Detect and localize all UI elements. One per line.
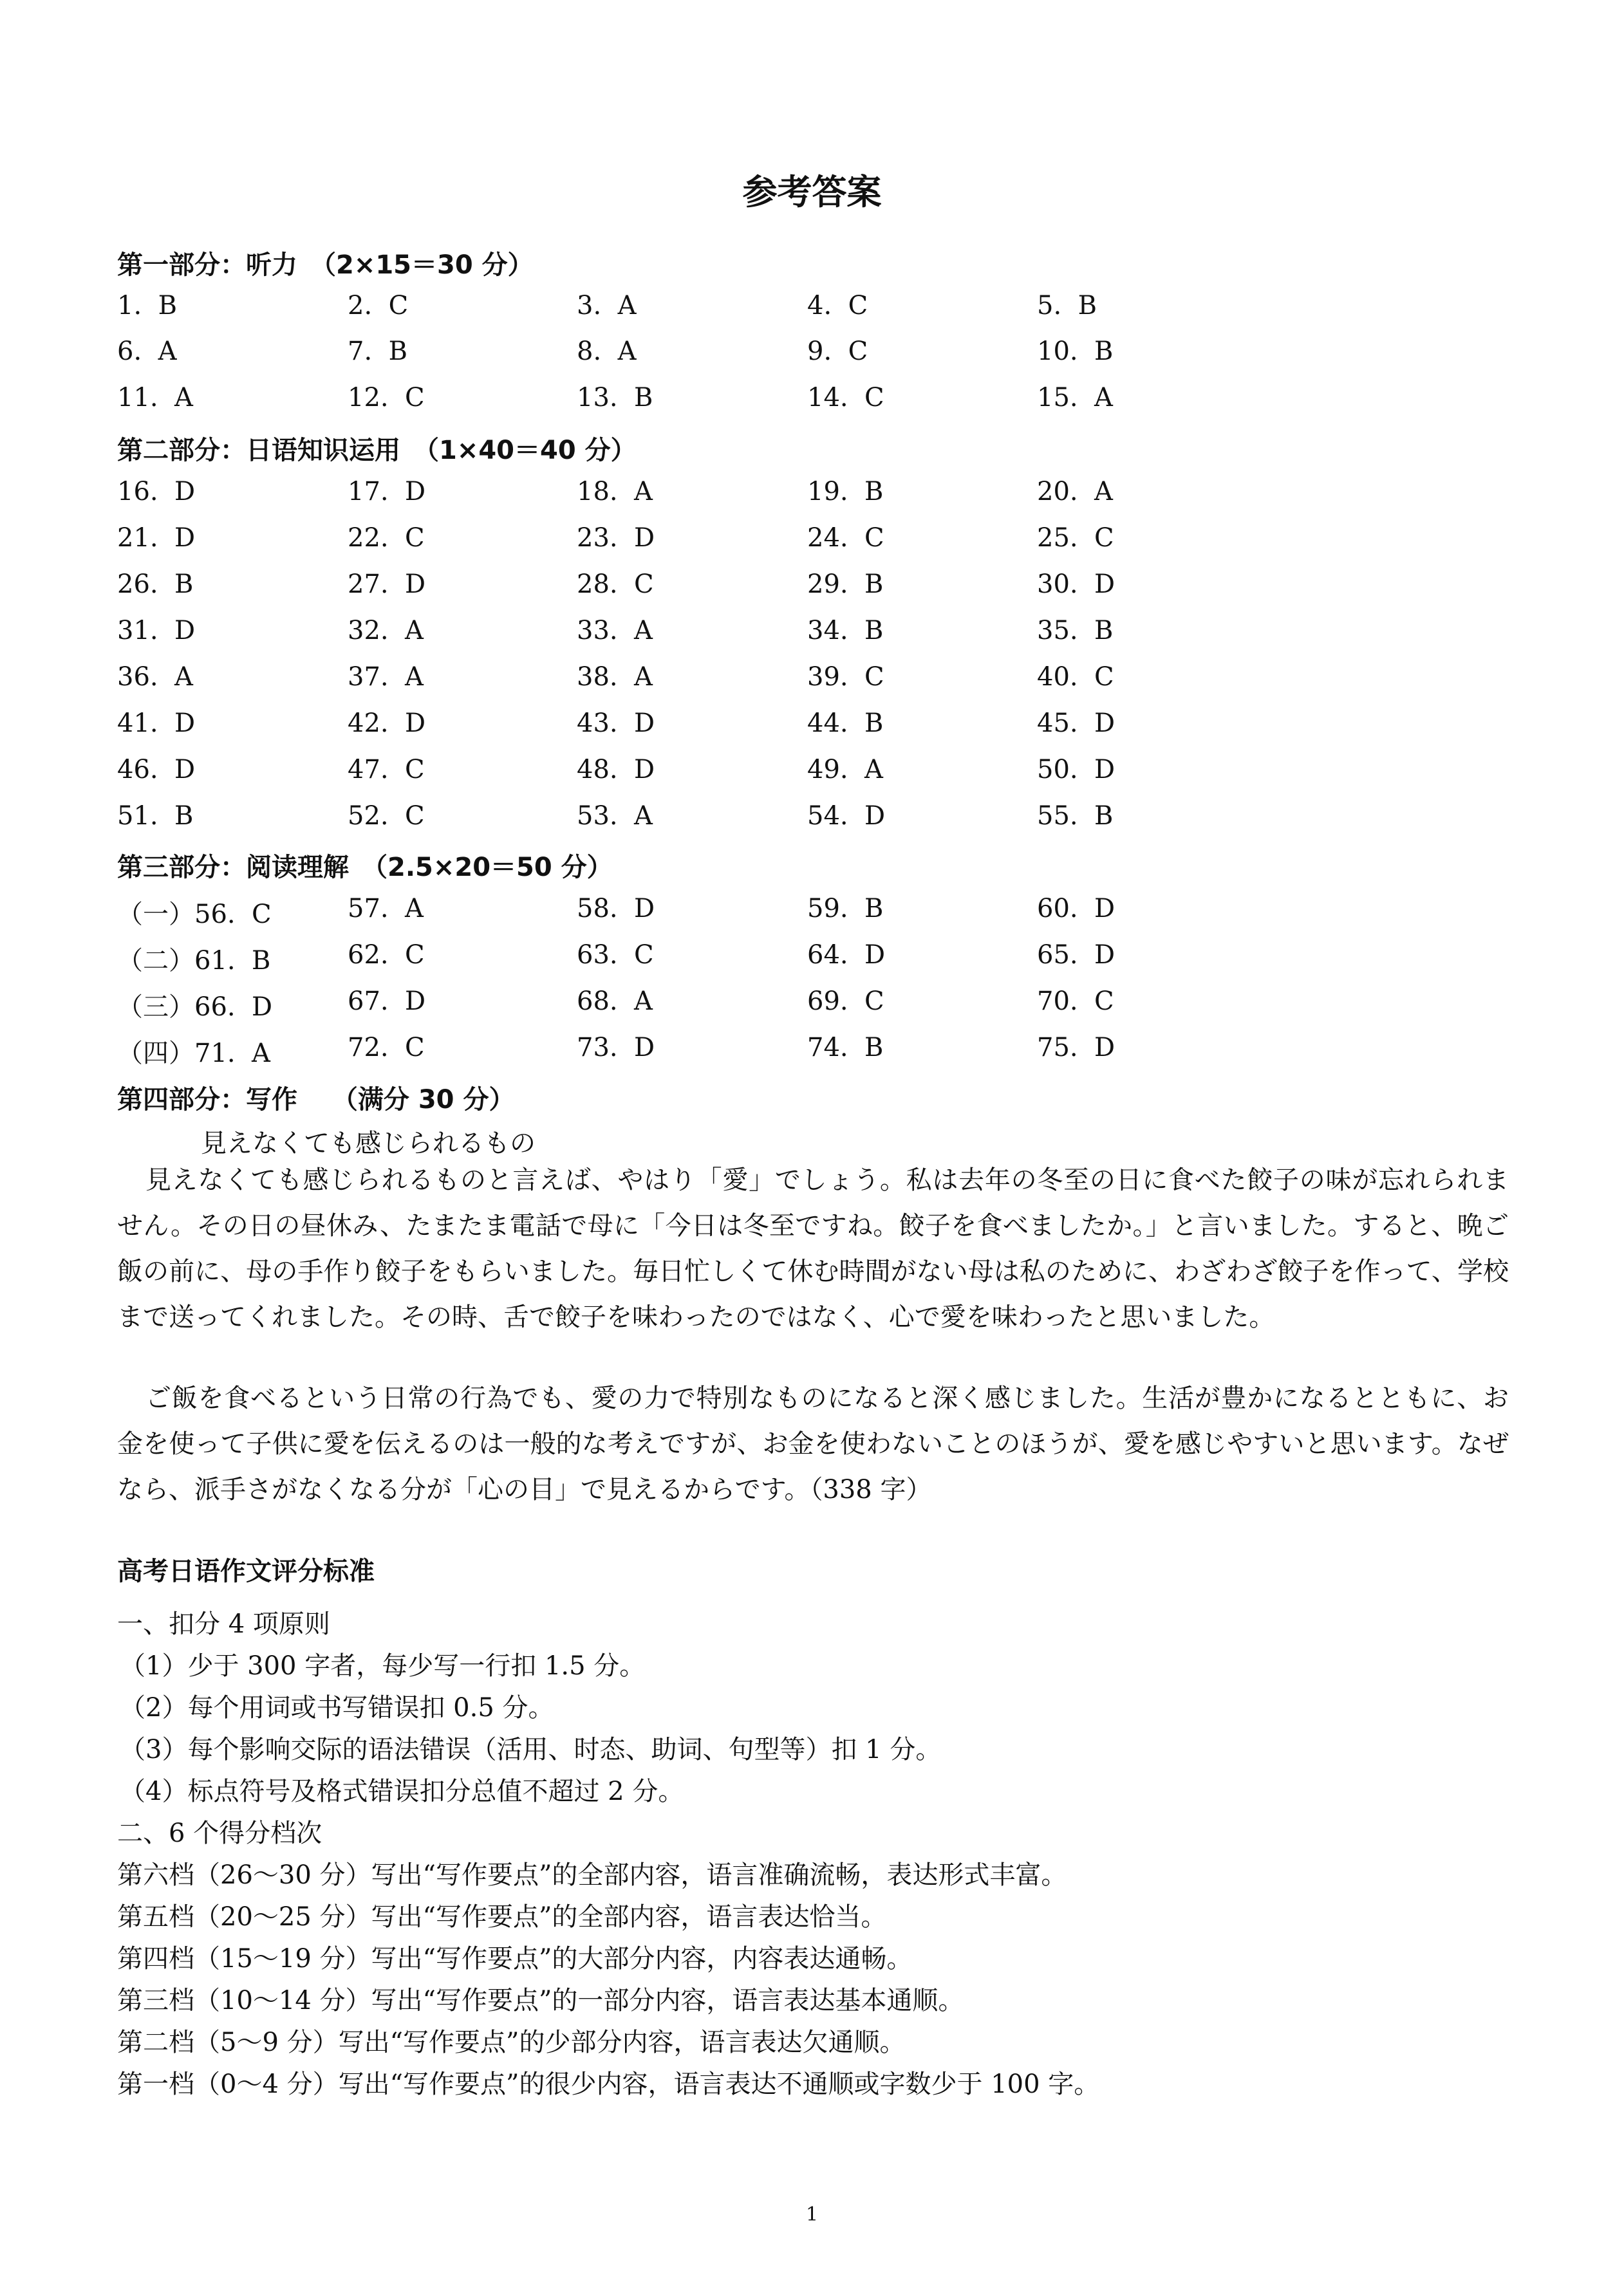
answer-cell: 9. C bbox=[807, 337, 868, 366]
essay-title: 見えなくても感じられるもの bbox=[201, 1129, 536, 1158]
answer-row bbox=[0, 477, 1624, 515]
criteria-line: 第三档（10～14 分）写出“写作要点”的一部分内容，语言表达基本通顺。 bbox=[117, 1986, 964, 2015]
answer-cell: 14. C bbox=[807, 383, 884, 412]
answer-row bbox=[0, 337, 1624, 375]
answer-cell: 75. D bbox=[1037, 1033, 1115, 1062]
answer-cell: 69. C bbox=[807, 986, 884, 1016]
answer-cell: 52. C bbox=[348, 801, 425, 831]
answer-cell: 59. B bbox=[807, 894, 884, 923]
answer-cell: 68. A bbox=[577, 986, 653, 1016]
answer-cell: 2. C bbox=[348, 291, 409, 320]
answer-cell: 37. A bbox=[348, 662, 424, 692]
answer-cell: 50. D bbox=[1037, 755, 1115, 784]
answer-cell: （二）61. B bbox=[117, 946, 271, 976]
answer-cell: 73. D bbox=[577, 1033, 655, 1062]
answer-cell: 6. A bbox=[117, 337, 177, 366]
answer-cell: 57. A bbox=[348, 894, 424, 923]
answer-cell: 12. C bbox=[348, 383, 425, 412]
criteria-line: （3）每个影响交际的语法错误（活用、时态、助词、句型等）扣 1 分。 bbox=[120, 1735, 942, 1764]
answer-cell: 8. A bbox=[577, 337, 637, 366]
section-heading-knowledge: 第二部分：日语知识运用 （1×40＝40 分） bbox=[117, 436, 637, 465]
answer-row bbox=[0, 523, 1624, 562]
answer-cell: 10. B bbox=[1037, 337, 1114, 366]
essay-paragraph: ご飯を食べるという日常の行為でも、愛の力で特別なものになると深く感じました。生活が豊かになるとともに、お金を使って子供に愛を伝えるのは一般的な考えですが、お金を使わないことのほうが、愛を感じやすいと思います。なぜなら、派手さがなくなる分が「心の目」で見えるからです。（338 字） bbox=[117, 1384, 1509, 1504]
criteria-line: 第五档（20～25 分）写出“写作要点”的全部内容，语言表达恰当。 bbox=[117, 1902, 887, 1932]
answer-cell: 30. D bbox=[1037, 569, 1115, 599]
answer-cell: 28. C bbox=[577, 569, 654, 599]
answer-cell: 26. B bbox=[117, 569, 194, 599]
answer-cell: 64. D bbox=[807, 940, 886, 970]
answer-cell: 13. B bbox=[577, 383, 653, 412]
answer-cell: 1. B bbox=[117, 291, 177, 320]
answer-cell: 34. B bbox=[807, 616, 884, 645]
section-heading-writing: 第四部分：写作 （满分 30 分） bbox=[117, 1085, 515, 1115]
answer-cell: 38. A bbox=[577, 662, 653, 692]
answer-row bbox=[0, 755, 1624, 793]
answer-cell: 22. C bbox=[348, 523, 425, 553]
criteria-line: 二、6 个得分档次 bbox=[117, 1819, 322, 1848]
answer-cell: 21. D bbox=[117, 523, 196, 553]
answer-cell: 15. A bbox=[1037, 383, 1113, 412]
criteria-line: （1）少于 300 字者，每少写一行扣 1.5 分。 bbox=[120, 1651, 646, 1681]
criteria-line: 第四档（15～19 分）写出“写作要点”的大部分内容，内容表达通畅。 bbox=[117, 1944, 913, 1974]
essay-paragraph: 見えなくても感じられるものと言えば、やはり「愛」でしょう。私は去年の冬至の日に食べた餃子の味が忘れられません。その日の昼休み、たまたま電話で母に「今日は冬至ですね。餃子を食べましたか。」と言いました。すると、晩ご飯の前に、母の手作り餃子をもらいました。毎日忙しくて休む時間がない母は私のために、わざわざ餃子を作って、学校まで送ってくれました。その時、舌で餃子を味わったのではなく、心で愛を味わったと思いました。 bbox=[117, 1165, 1509, 1332]
answer-cell: 43. D bbox=[577, 708, 655, 738]
criteria-heading: 高考日语作文评分标准 bbox=[117, 1557, 375, 1586]
answer-cell: 58. D bbox=[577, 894, 655, 923]
answer-cell: 18. A bbox=[577, 477, 653, 506]
answer-cell: （一）56. C bbox=[117, 900, 272, 929]
answer-cell: 3. A bbox=[577, 291, 637, 320]
answer-cell: 44. B bbox=[807, 708, 884, 738]
answer-cell: 46. D bbox=[117, 755, 196, 784]
answer-cell: 53. A bbox=[577, 801, 653, 831]
answer-cell: 65. D bbox=[1037, 940, 1115, 970]
answer-cell: 20. A bbox=[1037, 477, 1113, 506]
answer-row bbox=[0, 801, 1624, 840]
answer-cell: 24. C bbox=[807, 523, 884, 553]
answer-cell: 33. A bbox=[577, 616, 653, 645]
answer-cell: （四）71. A bbox=[117, 1039, 270, 1068]
answer-cell: 39. C bbox=[807, 662, 884, 692]
criteria-line: 第六档（26～30 分）写出“写作要点”的全部内容，语言准确流畅，表达形式丰富。 bbox=[117, 1860, 1067, 1890]
answer-row bbox=[0, 616, 1624, 654]
answer-cell: 48. D bbox=[577, 755, 655, 784]
answer-row bbox=[0, 662, 1624, 701]
answer-cell: 32. A bbox=[348, 616, 424, 645]
answer-cell: 51. B bbox=[117, 801, 194, 831]
answer-row bbox=[0, 569, 1624, 608]
answer-cell: 4. C bbox=[807, 291, 868, 320]
answer-cell: 74. B bbox=[807, 1033, 884, 1062]
answer-row bbox=[0, 986, 1624, 1025]
section-heading-listening: 第一部分：听力 （2×15＝30 分） bbox=[117, 250, 534, 280]
answer-cell: 62. C bbox=[348, 940, 425, 970]
answer-cell: 25. C bbox=[1037, 523, 1114, 553]
answer-cell: （三）66. D bbox=[117, 992, 273, 1022]
answer-cell: 19. B bbox=[807, 477, 884, 506]
criteria-line: （2）每个用词或书写错误扣 0.5 分。 bbox=[120, 1693, 554, 1723]
answer-cell: 49. A bbox=[807, 755, 883, 784]
answer-cell: 60. D bbox=[1037, 894, 1115, 923]
answer-cell: 17. D bbox=[348, 477, 426, 506]
answer-cell: 42. D bbox=[348, 708, 426, 738]
criteria-line: 第一档（0～4 分）写出“写作要点”的很少内容，语言表达不通顺或字数少于 100 字。 bbox=[117, 2069, 1100, 2099]
criteria-line: （4）标点符号及格式错误扣分总值不超过 2 分。 bbox=[120, 1777, 684, 1806]
answer-row bbox=[0, 383, 1624, 421]
answer-row bbox=[0, 1033, 1624, 1071]
answer-cell: 47. C bbox=[348, 755, 425, 784]
answer-cell: 11. A bbox=[117, 383, 193, 412]
answer-cell: 27. D bbox=[348, 569, 426, 599]
answer-cell: 40. C bbox=[1037, 662, 1114, 692]
answer-row bbox=[0, 708, 1624, 747]
answer-cell: 23. D bbox=[577, 523, 655, 553]
answer-cell: 36. A bbox=[117, 662, 193, 692]
page-title: 参考答案 bbox=[742, 172, 882, 212]
answer-cell: 72. C bbox=[348, 1033, 425, 1062]
answer-cell: 31. D bbox=[117, 616, 196, 645]
answer-cell: 45. D bbox=[1037, 708, 1115, 738]
answer-cell: 16. D bbox=[117, 477, 196, 506]
answer-cell: 29. B bbox=[807, 569, 884, 599]
answer-cell: 35. B bbox=[1037, 616, 1114, 645]
criteria-line: 一、扣分 4 项原则 bbox=[117, 1609, 330, 1639]
answer-cell: 54. D bbox=[807, 801, 886, 831]
answer-row bbox=[0, 940, 1624, 979]
criteria-line: 第二档（5～9 分）写出“写作要点”的少部分内容，语言表达欠通顺。 bbox=[117, 2028, 906, 2057]
answer-cell: 5. B bbox=[1037, 291, 1097, 320]
answer-cell: 55. B bbox=[1037, 801, 1114, 831]
answer-cell: 67. D bbox=[348, 986, 426, 1016]
answer-cell: 70. C bbox=[1037, 986, 1114, 1016]
answer-row bbox=[0, 291, 1624, 329]
page-number: 1 bbox=[805, 2203, 819, 2226]
answer-cell: 41. D bbox=[117, 708, 196, 738]
section-heading-reading: 第三部分：阅读理解 （2.5×20＝50 分） bbox=[117, 853, 613, 882]
answer-row bbox=[0, 894, 1624, 932]
answer-cell: 63. C bbox=[577, 940, 654, 970]
answer-cell: 7. B bbox=[348, 337, 407, 366]
